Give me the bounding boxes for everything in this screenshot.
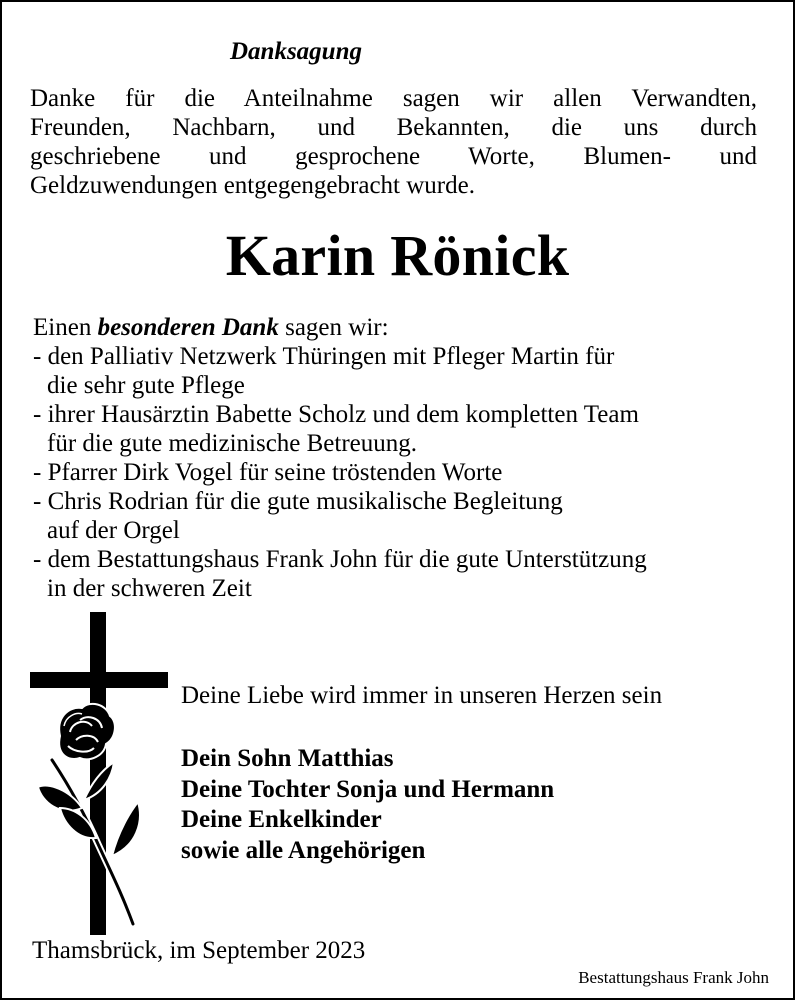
thanks-item: - dem Bestattungshaus Frank John für die gute Unterstützung (33, 546, 647, 573)
motto: Deine Liebe wird immer in unseren Herzen sein (181, 682, 663, 709)
notice-heading: Danksagung (230, 38, 362, 65)
signer: sowie alle Angehörigen (181, 836, 426, 864)
thanks-item-continuation: auf der Orgel (47, 517, 180, 544)
thanks-item-continuation: in der schweren Zeit (47, 575, 252, 602)
thanks-item-continuation: die sehr gute Pflege (47, 372, 245, 399)
thanks-intro-before: Einen (33, 314, 98, 341)
undertaker-credit: Bestattungshaus Frank John (578, 968, 769, 987)
thanks-item-continuation: für die gute medizinische Betreuung. (47, 430, 418, 457)
thanks-item: - Pfarrer Dirk Vogel für seine tröstenden Worte (33, 459, 503, 486)
thanks-intro-after: sagen wir: (278, 314, 389, 341)
thanks-list (33, 313, 647, 603)
intro-line: Geldzuwendungen entgegengebracht wurde. (30, 172, 475, 199)
signer: Deine Tochter Sonja und Hermann (181, 775, 555, 803)
signer: Dein Sohn Matthias (181, 745, 394, 772)
thanks-item: - den Palliativ Netzwerk Thüringen mit Pfleger Martin für (33, 343, 615, 370)
thanks-intro (33, 313, 647, 342)
thanks-intro-emphasis: besonderen Dank (97, 314, 279, 341)
intro-line: Danke für die Anteilnahme sagen wir allen Verwandten, (30, 85, 757, 112)
intro-text (30, 84, 757, 200)
deceased-name: Karin Rönick (225, 223, 570, 288)
signer: Deine Enkelkinder (181, 806, 382, 833)
thanks-item: - Chris Rodrian für die gute musikalische Begleitung (33, 488, 563, 515)
intro-line: Freunden, Nachbarn, und Bekannten, die uns durch (30, 114, 757, 141)
place-date: Thamsbrück, im September 2023 (32, 937, 366, 964)
thanks-item: - ihrer Hausärztin Babette Scholz und dem kompletten Team (33, 401, 639, 428)
intro-line: geschriebene und gesprochene Worte, Blumen- und (30, 143, 757, 170)
signers-list (181, 744, 554, 866)
cross-with-rose-icon (30, 612, 170, 937)
